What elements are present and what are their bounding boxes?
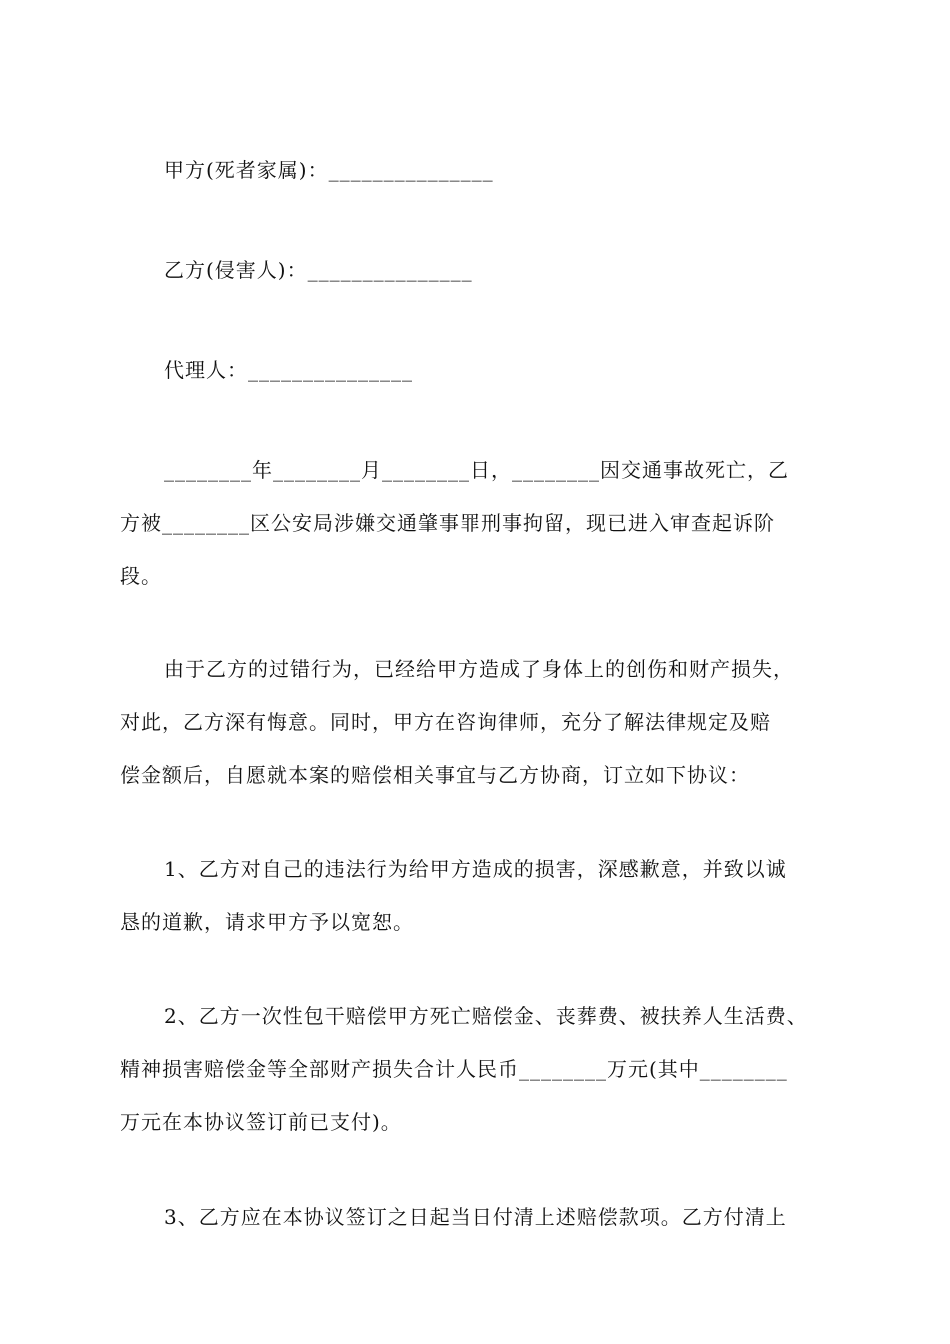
agent-line: 代理人：_______________ bbox=[164, 358, 413, 382]
clause-1-line-1: 1、乙方对自己的违法行为给甲方造成的损害，深感歉意，并致以诚 bbox=[164, 857, 787, 881]
party-b-line: 乙方(侵害人)：_______________ bbox=[164, 258, 473, 282]
clause-2-line-3: 万元在本协议签订前已支付)。 bbox=[120, 1110, 402, 1134]
paragraph-line-1: 由于乙方的过错行为，已经给甲方造成了身体上的创伤和财产损失， bbox=[164, 657, 794, 681]
clause-2-line-2: 精神损害赔偿金等全部财产损失合计人民币________万元(其中________ bbox=[120, 1057, 788, 1081]
intro-line-2: 方被________区公安局涉嫌交通肇事罪刑事拘留，现已进入审查起诉阶 bbox=[120, 511, 775, 535]
intro-line-1: ________年________月________日，________因交通事故死亡，乙 bbox=[164, 458, 789, 482]
clause-3-line-1: 3、乙方应在本协议签订之日起当日付清上述赔偿款项。乙方付清上 bbox=[164, 1205, 787, 1229]
paragraph-line-3: 偿金额后，自愿就本案的赔偿相关事宜与乙方协商，订立如下协议： bbox=[120, 763, 750, 787]
clause-2-line-1: 2、乙方一次性包干赔偿甲方死亡赔偿金、丧葬费、被扶养人生活费、 bbox=[164, 1004, 808, 1028]
party-a-line: 甲方(死者家属)：_______________ bbox=[164, 158, 494, 182]
intro-line-3: 段。 bbox=[120, 564, 162, 588]
paragraph-line-2: 对此，乙方深有悔意。同时，甲方在咨询律师，充分了解法律规定及赔 bbox=[120, 710, 771, 734]
clause-1-line-2: 恳的道歉，请求甲方予以宽恕。 bbox=[120, 910, 414, 934]
